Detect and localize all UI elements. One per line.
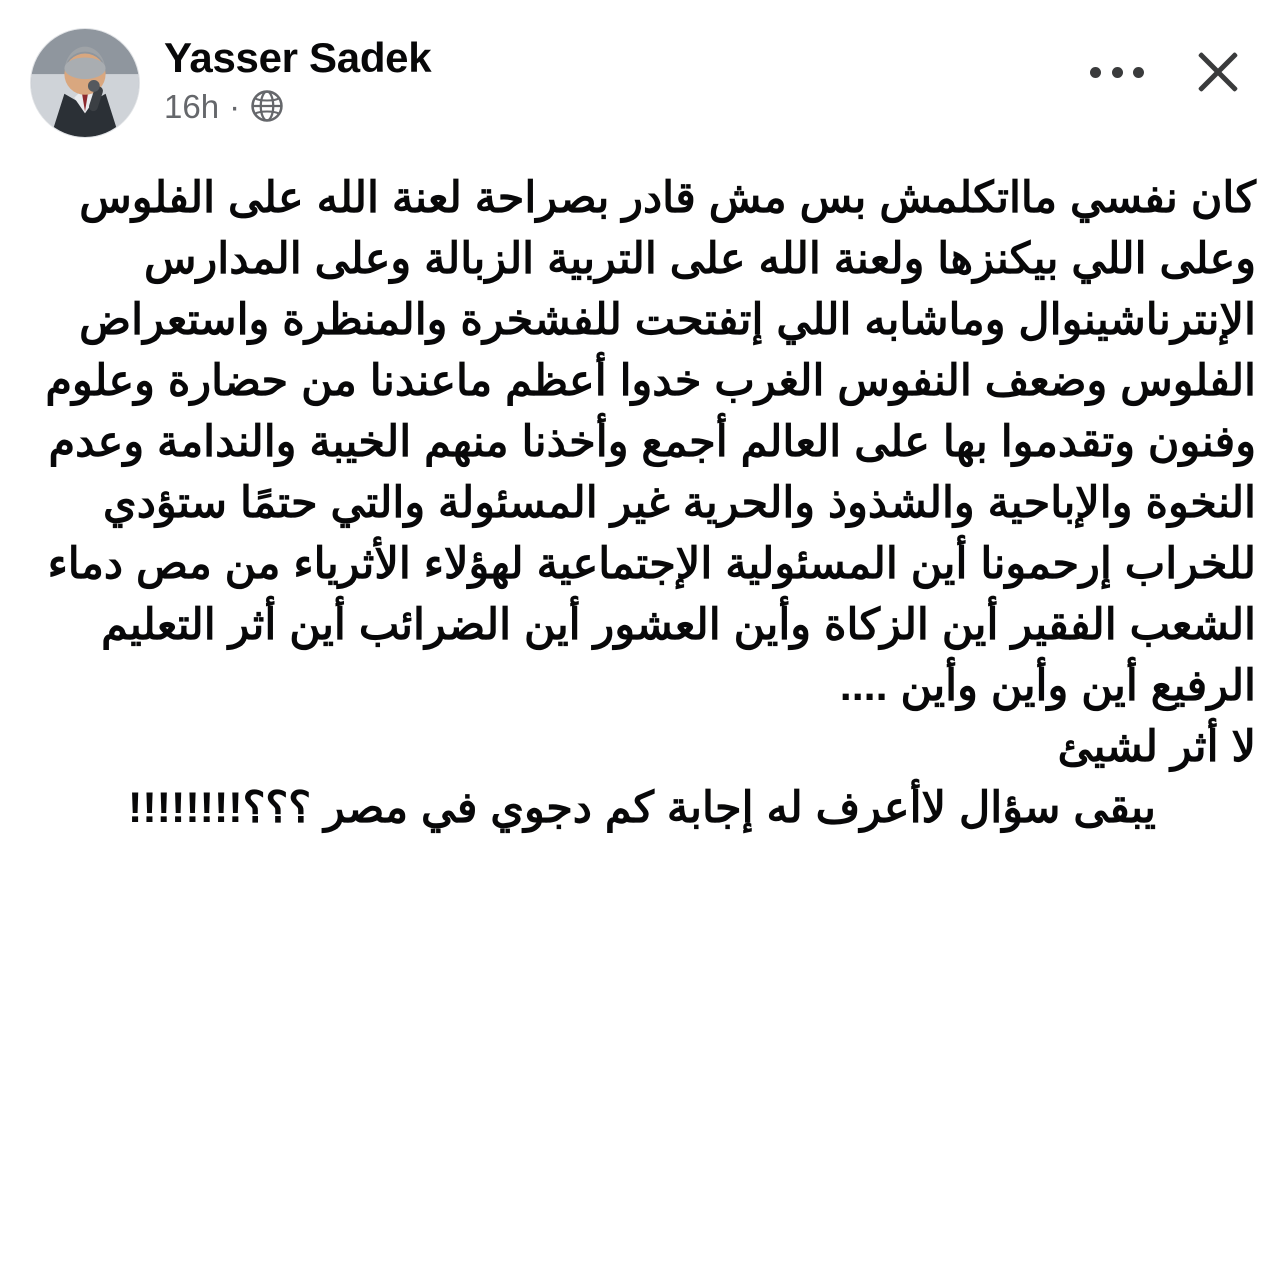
post-header <box>0 0 1284 168</box>
post-meta <box>164 89 431 123</box>
author-name[interactable]: Yasser Sadek <box>164 34 432 81</box>
post-body <box>0 168 1284 1287</box>
avatar[interactable] <box>30 28 140 138</box>
post-header-text <box>164 28 431 123</box>
post-text-paragraph-3: يبقى سؤال لاأعرف له إجابة كم دجوي في مصر ؟؟؟!!!!!!!! <box>128 784 1156 833</box>
dot-icon <box>1133 67 1144 78</box>
post-header-actions <box>1090 28 1254 98</box>
post-text-paragraph-1: كان نفسي مااتكلمش بس مش قادر بصراحة لعنة الله على الفلوس وعلى اللي بيكنزها ولعنة الله على التربية الزبالة وعلى المدارس الإنترناشينوال وماشابه اللي إتفتحت للفشخرة والمنظرة واستعراض الفلوس وضعف النفوس الغرب خدوا أعظم ماعندنا من حضارة وعلوم وفنون وتقدموا بها على العالم أجمع وأخذنا منهم الخيبة والندامة وعدم النخوة والإباحية والشذوذ والحرية غير المسئولة والتي حتمًا ستؤدي للخراب إرحمونا أين المسئولية الإجتماعية لهؤلاء الأثرياء من مص دماء الشعب الفقير أين الزكاة وأين العشور أين الضرائب أين أثر التعليم الرفيع أين وأين وأين .... <box>45 174 1256 711</box>
avatar-photo <box>31 29 139 137</box>
meta-separator: · <box>229 87 241 125</box>
post-timestamp[interactable]: 16h <box>164 87 220 125</box>
globe-icon[interactable] <box>250 89 284 123</box>
dot-icon <box>1090 67 1101 78</box>
dot-icon <box>1112 67 1123 78</box>
post-text-paragraph-2: لا أثر لشيئ <box>1057 723 1256 772</box>
close-icon[interactable] <box>1192 46 1244 98</box>
more-options-button[interactable] <box>1090 52 1144 92</box>
